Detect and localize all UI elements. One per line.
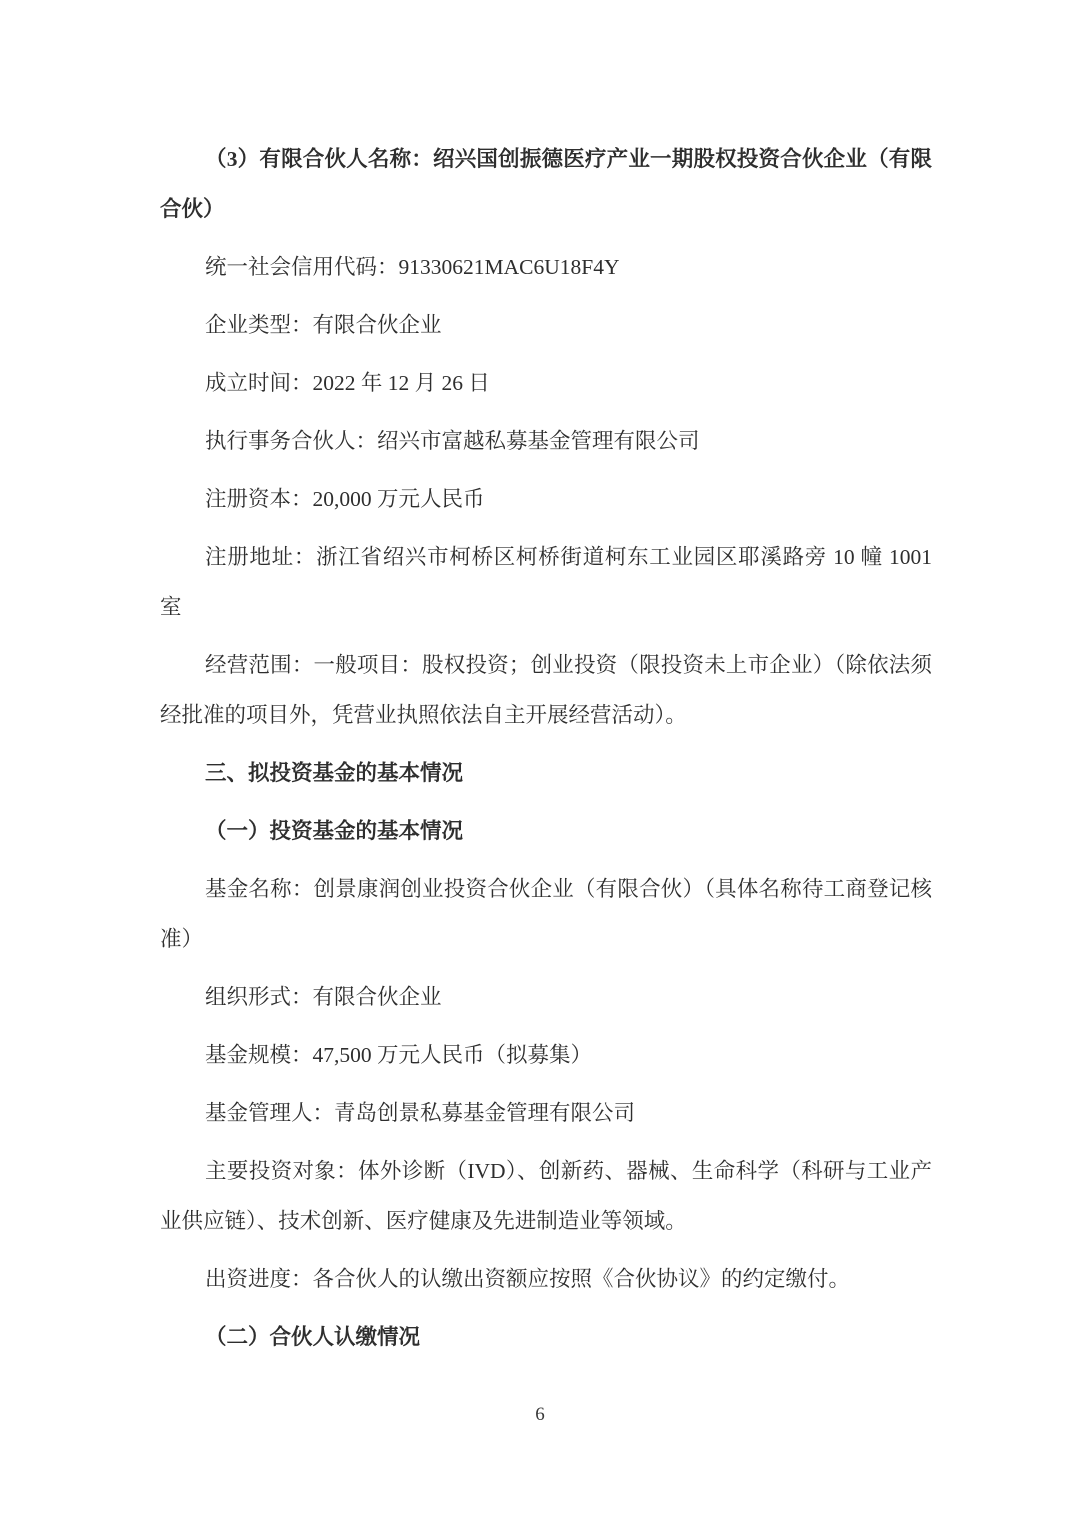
- subsection-heading: （一）投资基金的基本情况: [205, 819, 464, 843]
- paragraph: 注册资本：20,000 万元人民币: [205, 487, 485, 511]
- page-number: 6: [535, 1404, 545, 1425]
- subsection-heading: （二）合伙人认缴情况: [205, 1325, 421, 1349]
- item-heading: （3）有限合伙人名称：绍兴国创振德医疗产业一期股权投资合伙企业（有限合伙）: [160, 147, 932, 221]
- document-body: [160, 134, 932, 1370]
- paragraph: 基金规模：47,500 万元人民币（拟募集）: [205, 1043, 593, 1067]
- paragraph: 注册地址：浙江省绍兴市柯桥区柯桥街道柯东工业园区耶溪路旁 10 幢 1001 室: [160, 545, 932, 619]
- paragraph: 统一社会信用代码：91330621MAC6U18F4Y: [205, 255, 620, 279]
- paragraph: 基金名称：创景康润创业投资合伙企业（有限合伙）（具体名称待工商登记核准）: [160, 877, 932, 951]
- paragraph: 经营范围：一般项目：股权投资；创业投资（限投资未上市企业）（除依法须经批准的项目外，凭营业执照依法自主开展经营活动）。: [160, 653, 932, 727]
- paragraph: 基金管理人：青岛创景私募基金管理有限公司: [205, 1101, 636, 1125]
- paragraph: 成立时间：2022 年 12 月 26 日: [205, 371, 490, 395]
- section-heading: 三、拟投资基金的基本情况: [205, 761, 464, 785]
- paragraph: 主要投资对象：体外诊断（IVD）、创新药、器械、生命科学（科研与工业产业供应链）、技术创新、医疗健康及先进制造业等领域。: [160, 1159, 932, 1233]
- paragraph: 出资进度：各合伙人的认缴出资额应按照《合伙协议》的约定缴付。: [205, 1267, 851, 1291]
- paragraph: 执行事务合伙人：绍兴市富越私募基金管理有限公司: [205, 429, 700, 453]
- paragraph: 组织形式：有限合伙企业: [205, 985, 442, 1009]
- paragraph: 企业类型：有限合伙企业: [205, 313, 442, 337]
